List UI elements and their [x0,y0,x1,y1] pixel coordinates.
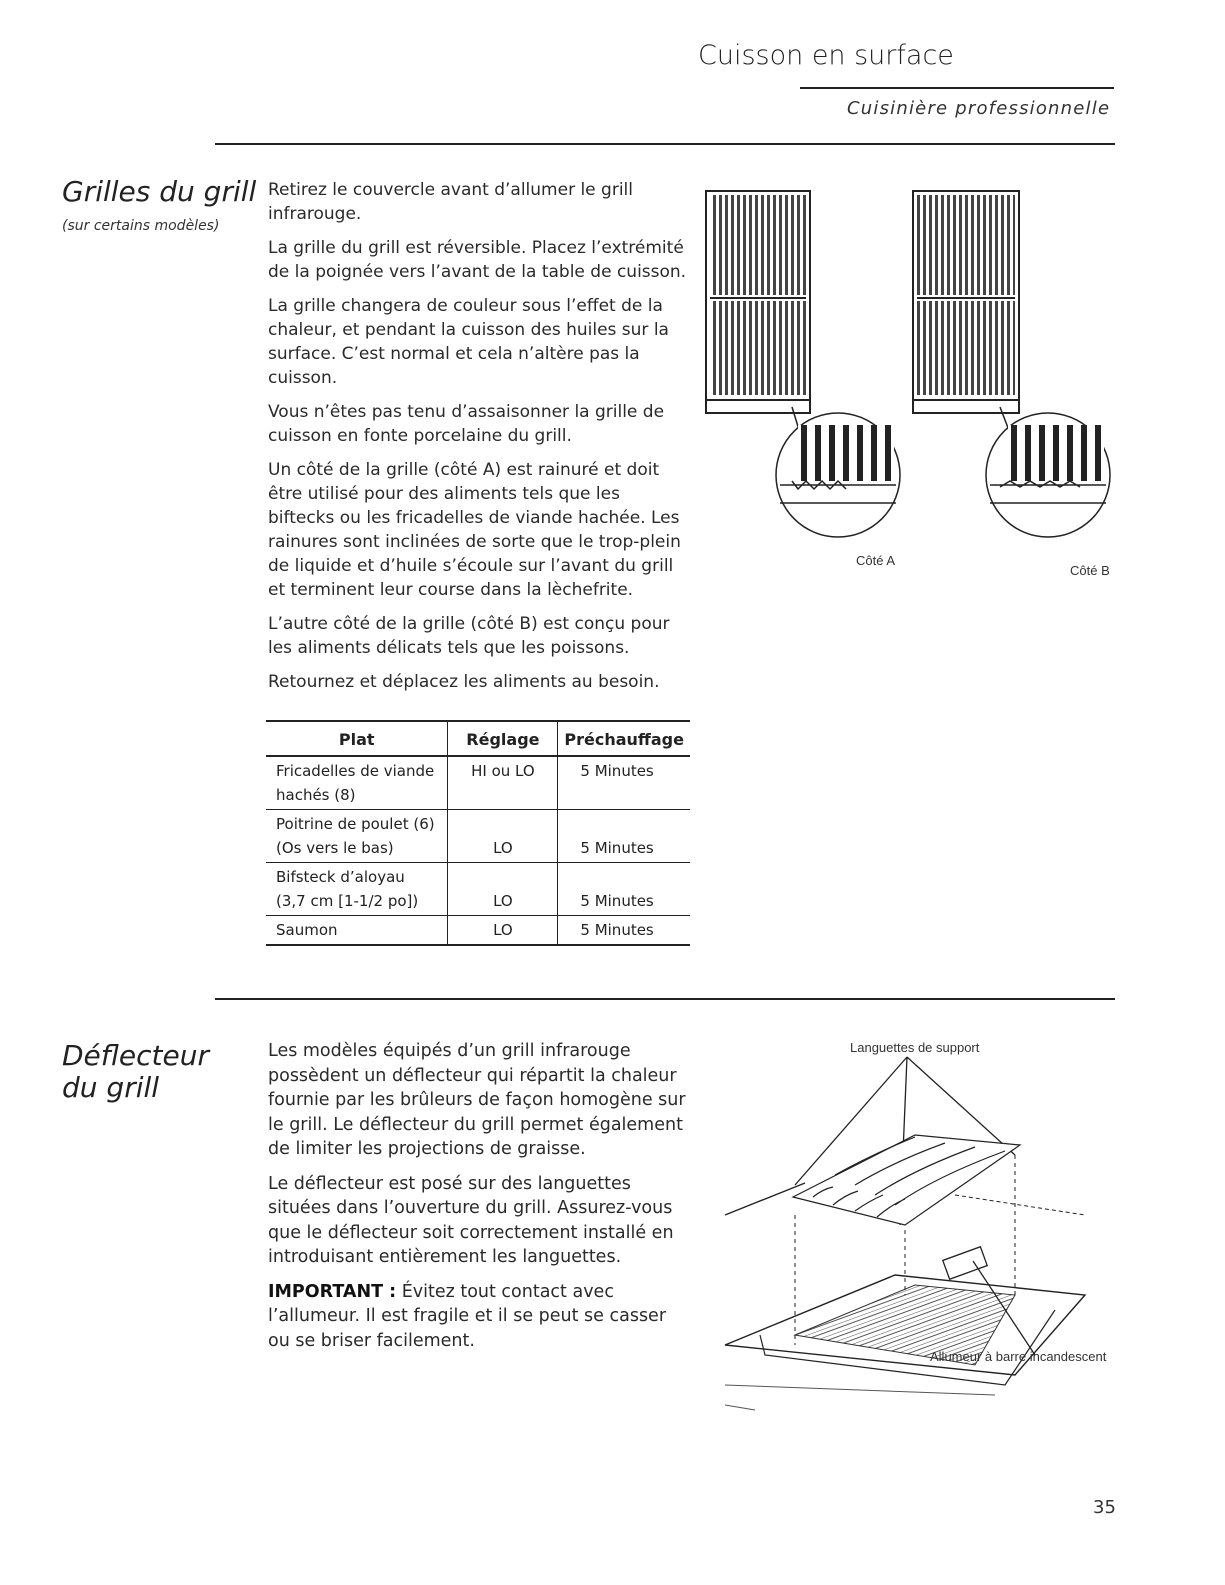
grill-grate-illustration [700,185,1120,595]
figure-label-support-tabs: Languettes de support [850,1040,980,1055]
cell-reglage: LO [448,916,558,946]
paragraph: Retournez et déplacez les aliments au besoin. [268,672,660,692]
cell-plat-line2: (Os vers le bas) [276,839,394,857]
cell-reglage: HI ou LO [448,756,558,810]
column-header-prechauffage: Préchauffage [558,721,690,756]
cell-plat-line2: (3,7 cm [1-1/2 po]) [276,892,419,910]
figure-label-igniter: Allumeur à barre incandescent [930,1349,1107,1364]
grill-cooking-table [266,720,690,946]
figure-label-side-a: Côté A [856,553,896,568]
paragraph: La grille du grill est réversible. Placez l’extrémité de la poignée vers l’avant de la table de cuisson. [268,238,687,282]
cell-reglage: LO [448,863,558,916]
section-title-line2: du grill [62,1071,160,1104]
table-header-row [266,721,690,756]
header-divider [800,87,1114,89]
grate-side-b [913,191,1110,537]
figure-label-side-b: Côté B [1070,563,1110,578]
cell-plat-line1: Saumon [266,916,448,946]
cell-prechauffage: 5 Minutes [558,810,690,863]
page-header-subtitle: Cuisinière professionnelle [847,98,1111,119]
page-number: 35 [1093,1497,1116,1518]
table-row [266,810,690,863]
paragraph: La grille changera de couleur sous l’effet de la chaleur, et pendant la cuisson des huiles sur la surface. C’est normal et cela n’altère pas la cuisson. [268,296,669,388]
grate-side-a [706,191,900,537]
section-divider-top [215,143,1115,145]
cell-plat-line2: hachés (8) [276,786,356,804]
cell-prechauffage: 5 Minutes [558,916,690,946]
column-header-reglage: Réglage [448,721,558,756]
important-text: Évitez tout contact avec l’allumeur. Il est fragile et il se peut se casser ou se briser facilement. [268,1281,667,1351]
cell-prechauffage: 5 Minutes [558,863,690,916]
cell-plat-line1: Poitrine de poulet (6) [276,815,435,833]
section-subtitle: (sur certains modèles) [62,218,220,234]
cell-prechauffage: 5 Minutes [558,756,690,810]
paragraph: Vous n’êtes pas tenu d’assaisonner la grille de cuisson en fonte porcelaine du grill. [268,402,665,446]
paragraph: Retirez le couvercle avant d’allumer le grill infrarouge. [268,180,633,224]
important-note [268,1280,688,1354]
cell-reglage: LO [448,810,558,863]
section-title-deflector [62,1040,209,1104]
table-row [266,916,690,946]
paragraph: Les modèles équipés d’un grill infrarouge possèdent un déflecteur qui répartit la chaleur fournie par les brûleurs de façon homogène sur le grill. Le déflecteur du grill permet également de limiter les projections de graisse. [268,1041,686,1159]
cell-plat-line1: Fricadelles de viande [276,762,435,780]
cell-plat-line1: Bifsteck d’aloyau [276,868,405,886]
paragraph: Le déflecteur est posé sur des languettes situées dans l’ouverture du grill. Assurez-vous que le déflecteur soit correctement installé en introduisant entièrement les languettes. [268,1173,674,1267]
section-title-line1: Déflecteur [62,1039,209,1072]
page-header-title: Cuisson en surface [698,40,954,71]
section2-body [268,1039,688,1363]
column-header-plat: Plat [266,721,448,756]
paragraph: Un côté de la grille (côté A) est rainuré et doit être utilisé pour des aliments tels que les biftecks ou les fricadelles de viande hachée. Les rainures sont inclinées de sorte que le trop-plein de liquide et d’huile s’écoule sur l’avant du grill et terminent leur course dans la lèchefrite. [268,460,681,600]
section-title-grill-grates: Grilles du grill [62,175,257,208]
table-row [266,756,690,810]
paragraph: L’autre côté de la grille (côté B) est conçu pour les aliments délicats tels que les poissons. [268,614,670,658]
section-divider-middle [215,998,1115,1000]
table-row [266,863,690,916]
section1-body [268,178,688,704]
important-label: IMPORTANT : [268,1281,397,1302]
